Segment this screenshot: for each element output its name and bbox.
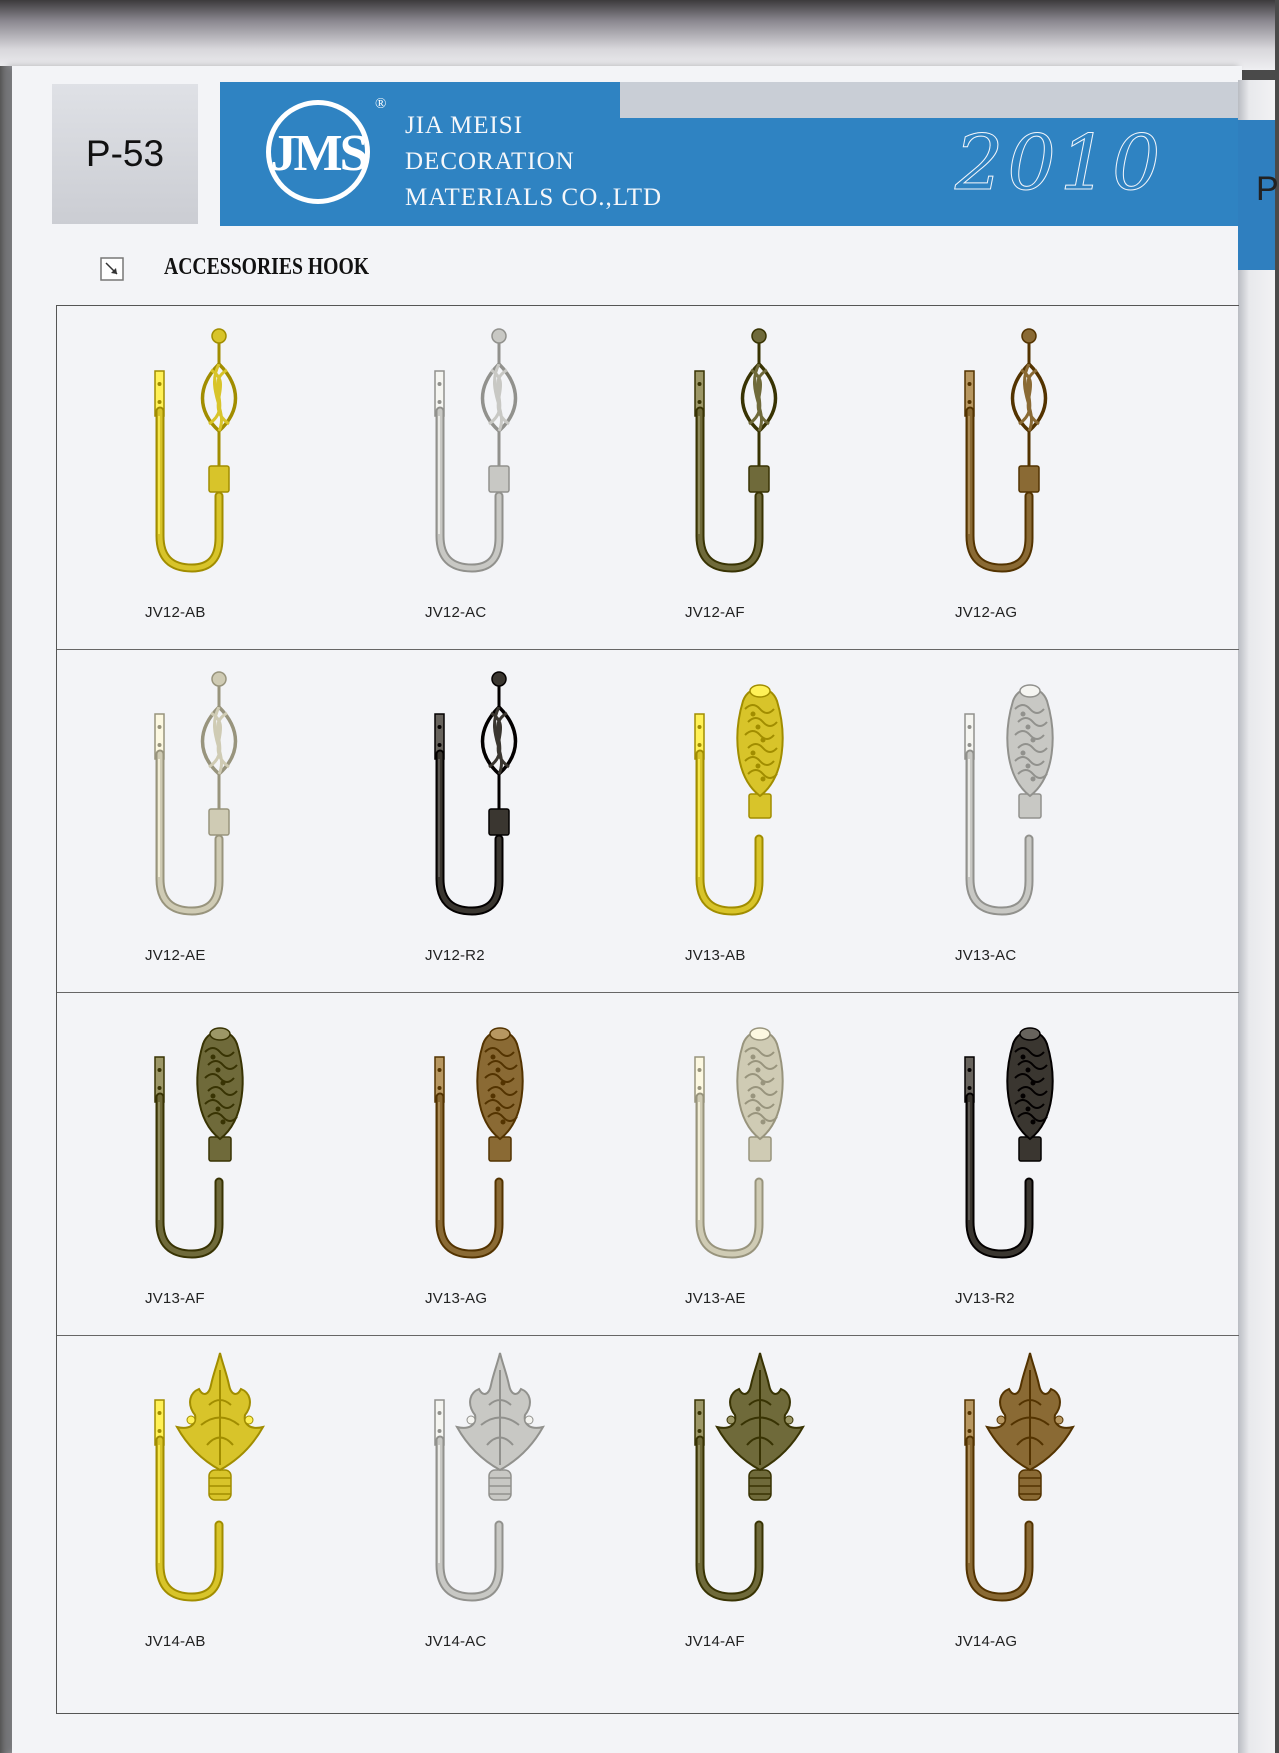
product-code: JV12-AE bbox=[145, 947, 206, 964]
product-row bbox=[57, 306, 1239, 650]
product-card bbox=[397, 992, 667, 1335]
curtain-hook-image bbox=[397, 306, 597, 596]
catalog-year: 2010 bbox=[955, 118, 1165, 207]
product-code: JV13-AG bbox=[425, 1290, 488, 1307]
arrow-box-icon bbox=[100, 257, 124, 281]
product-card bbox=[927, 992, 1197, 1335]
product-card bbox=[927, 306, 1197, 649]
page-number-box bbox=[52, 84, 198, 224]
curtain-hook-image bbox=[657, 649, 857, 939]
product-grid bbox=[56, 305, 1239, 1714]
company-name-line3: MATERIALS CO.,LTD bbox=[405, 184, 663, 211]
company-name-line1: JIA MEISI bbox=[405, 112, 524, 139]
product-card bbox=[117, 1335, 387, 1678]
curtain-hook-image bbox=[927, 1335, 1127, 1625]
product-card bbox=[657, 1335, 927, 1678]
product-code: JV13-AB bbox=[685, 947, 746, 964]
curtain-hook-image bbox=[657, 1335, 857, 1625]
product-code: JV12-AC bbox=[425, 604, 487, 621]
next-page-edge bbox=[1238, 80, 1279, 1753]
product-card bbox=[657, 992, 927, 1335]
product-card bbox=[927, 649, 1197, 992]
product-code: JV14-AF bbox=[685, 1633, 745, 1650]
next-page-letter: P bbox=[1256, 170, 1279, 208]
product-card bbox=[117, 992, 387, 1335]
curtain-hook-image bbox=[657, 306, 857, 596]
curtain-hook-image bbox=[927, 649, 1127, 939]
scan-top-shadow bbox=[0, 0, 1275, 70]
curtain-hook-image bbox=[657, 992, 857, 1282]
product-row bbox=[57, 649, 1239, 993]
jms-logo-icon bbox=[262, 96, 374, 208]
product-code: JV14-AC bbox=[425, 1633, 487, 1650]
curtain-hook-image bbox=[117, 1335, 317, 1625]
curtain-hook-image bbox=[397, 649, 597, 939]
company-name-line2: DECORATION bbox=[405, 148, 575, 175]
product-card bbox=[397, 649, 667, 992]
product-card bbox=[927, 1335, 1197, 1678]
product-code: JV13-AC bbox=[955, 947, 1017, 964]
product-card bbox=[117, 649, 387, 992]
product-code: JV13-R2 bbox=[955, 1290, 1015, 1307]
curtain-hook-image bbox=[117, 649, 317, 939]
curtain-hook-image bbox=[927, 306, 1127, 596]
svg-text:JMS: JMS bbox=[270, 125, 366, 182]
product-code: JV12-AF bbox=[685, 604, 745, 621]
curtain-hook-image bbox=[397, 992, 597, 1282]
product-card bbox=[397, 1335, 667, 1678]
product-code: JV12-AB bbox=[145, 604, 206, 621]
product-code: JV14-AB bbox=[145, 1633, 206, 1650]
product-row bbox=[57, 1335, 1239, 1678]
curtain-hook-image bbox=[397, 1335, 597, 1625]
product-card bbox=[657, 649, 927, 992]
product-code: JV14-AG bbox=[955, 1633, 1018, 1650]
product-code: JV13-AE bbox=[685, 1290, 746, 1307]
company-name bbox=[405, 108, 662, 216]
registered-mark: ® bbox=[375, 96, 387, 112]
product-card bbox=[657, 306, 927, 649]
product-code: JV12-R2 bbox=[425, 947, 485, 964]
curtain-hook-image bbox=[117, 306, 317, 596]
product-row bbox=[57, 992, 1239, 1336]
section-title: ACCESSORIES HOOK bbox=[164, 254, 370, 280]
product-code: JV12-AG bbox=[955, 604, 1018, 621]
product-card bbox=[397, 306, 667, 649]
curtain-hook-image bbox=[927, 992, 1127, 1282]
product-card bbox=[117, 306, 387, 649]
page-number: P-53 bbox=[85, 133, 165, 174]
product-code: JV13-AF bbox=[145, 1290, 205, 1307]
curtain-hook-image bbox=[117, 992, 317, 1282]
